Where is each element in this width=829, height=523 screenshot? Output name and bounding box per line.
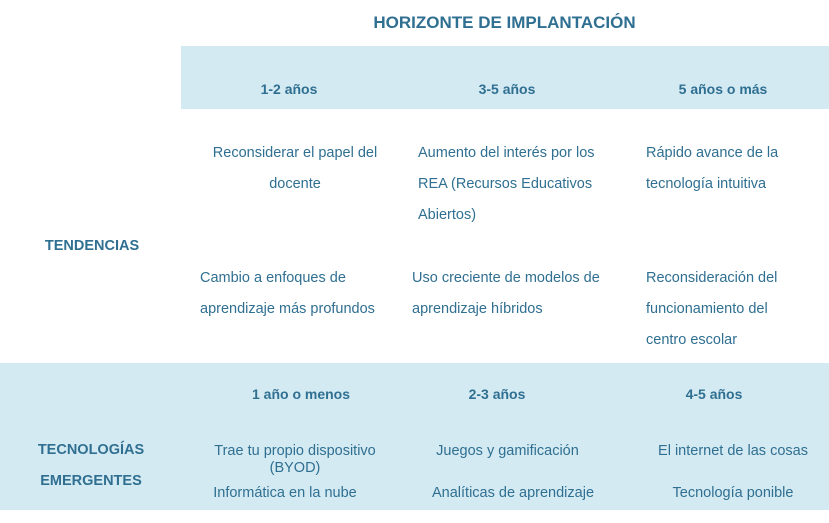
tecnologia-cell: Juegos y gamificación: [436, 443, 579, 459]
horizon-header-2: 3-5 años: [478, 81, 536, 97]
row-label-tecnologias-line2: EMERGENTES: [40, 473, 142, 489]
tendencia-cell: Reconsiderar el papel del docente: [212, 145, 378, 192]
tendencia-cell: Aumento del interés por los REA (Recursos Educativos Abiertos): [418, 145, 595, 223]
tech-horizon-header-3: 4-5 años: [685, 386, 743, 402]
tecnologia-cell: Trae tu propio dispositivo (BYOD): [214, 443, 376, 476]
horizon-header-1: 1-2 años: [260, 81, 318, 97]
tech-horizon-header-1: 1 año o menos: [251, 386, 351, 402]
tecnologia-cell: Analíticas de aprendizaje: [431, 485, 595, 501]
tendencia-cell: Rápido avance de la tecnología intuitiva: [646, 145, 779, 192]
tendencia-cell: Cambio a enfoques de aprendizaje más profundos: [200, 270, 375, 317]
tecnologia-cell: Informática en la nube: [213, 485, 357, 501]
header-band-tendencias: [181, 46, 829, 109]
tech-horizon-header-2: 2-3 años: [468, 386, 526, 402]
tendencia-cell: Uso creciente de modelos de aprendizaje híbridos: [412, 270, 600, 317]
row-label-tendencias: TENDENCIAS: [44, 238, 140, 254]
row-label-tecnologias-line1: TECNOLOGÍAS: [37, 442, 145, 458]
table-title: HORIZONTE DE IMPLANTACIÓN: [373, 13, 636, 32]
horizon-header-3: 5 años o más: [678, 81, 768, 97]
tecnologia-cell: El internet de las cosas: [658, 443, 808, 459]
tecnologia-cell: Tecnología ponible: [672, 485, 794, 501]
tendencia-cell: Reconsideración del funcionamiento del centro escolar: [646, 270, 778, 348]
